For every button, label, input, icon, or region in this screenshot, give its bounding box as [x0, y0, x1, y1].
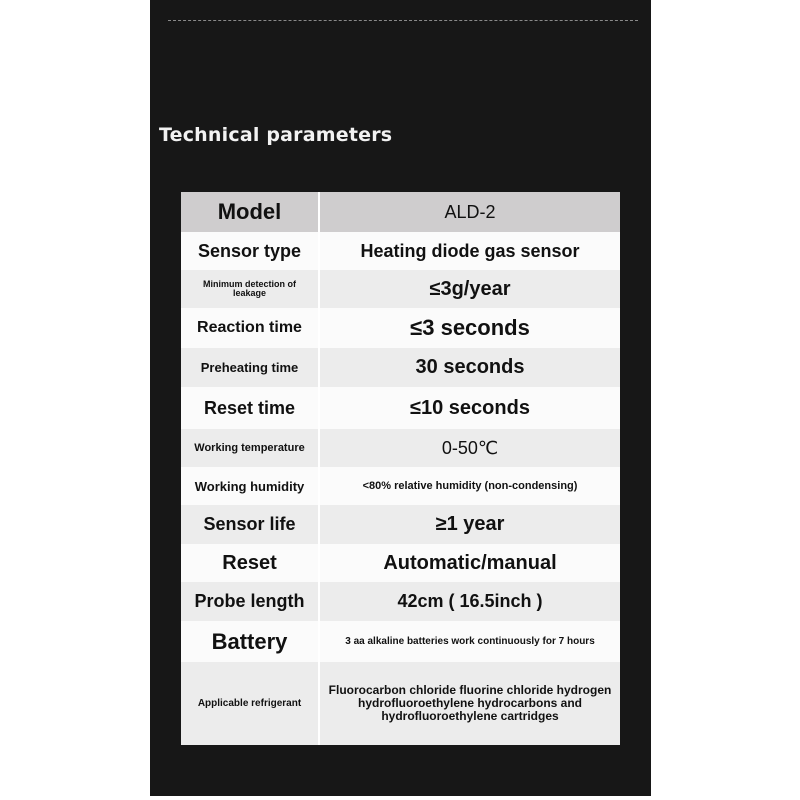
spec-label-preheating-time: Preheating time [181, 348, 320, 387]
spec-label-model: Model [181, 192, 320, 232]
spec-value-model: ALD-2 [320, 192, 620, 232]
spec-value-reset: Automatic/manual [320, 544, 620, 582]
product-spec-panel [150, 0, 651, 796]
spec-value-probe-length: 42cm ( 16.5inch ) [320, 582, 620, 621]
spec-label-working-temperature: Working temperature [181, 429, 320, 467]
dashed-divider [168, 20, 638, 21]
spec-value-applicable-refrigerant: Fluorocarbon chloride fluorine chloride hydrogen hydrofluoroethylene hydrocarbons and hydrofluoroethylene cartridges [320, 662, 620, 745]
spec-value-preheating-time: 30 seconds [320, 348, 620, 387]
spec-label-sensor-type: Sensor type [181, 232, 320, 270]
spec-value-reaction-time: ≤3 seconds [320, 308, 620, 348]
spec-label-probe-length: Probe length [181, 582, 320, 621]
spec-value-min-detection: ≤3g/year [320, 270, 620, 308]
spec-value-battery: 3 aa alkaline batteries work continuously for 7 hours [320, 621, 620, 662]
spec-label-working-humidity: Working humidity [181, 467, 320, 505]
spec-label-applicable-refrigerant: Applicable refrigerant [181, 662, 320, 745]
spec-label-reset: Reset [181, 544, 320, 582]
section-heading: Technical parameters [159, 124, 393, 146]
spec-label-reaction-time: Reaction time [181, 308, 320, 348]
spec-value-reset-time: ≤10 seconds [320, 387, 620, 429]
spec-label-min-detection: Minimum detection of leakage [181, 270, 320, 308]
spec-value-working-humidity: <80% relative humidity (non-condensing) [320, 467, 620, 505]
spec-table [181, 192, 620, 745]
spec-value-working-temperature: 0-50℃ [320, 429, 620, 467]
spec-label-sensor-life: Sensor life [181, 505, 320, 544]
spec-value-sensor-type: Heating diode gas sensor [320, 232, 620, 270]
spec-label-battery: Battery [181, 621, 320, 662]
spec-label-reset-time: Reset time [181, 387, 320, 429]
spec-value-sensor-life: ≥1 year [320, 505, 620, 544]
